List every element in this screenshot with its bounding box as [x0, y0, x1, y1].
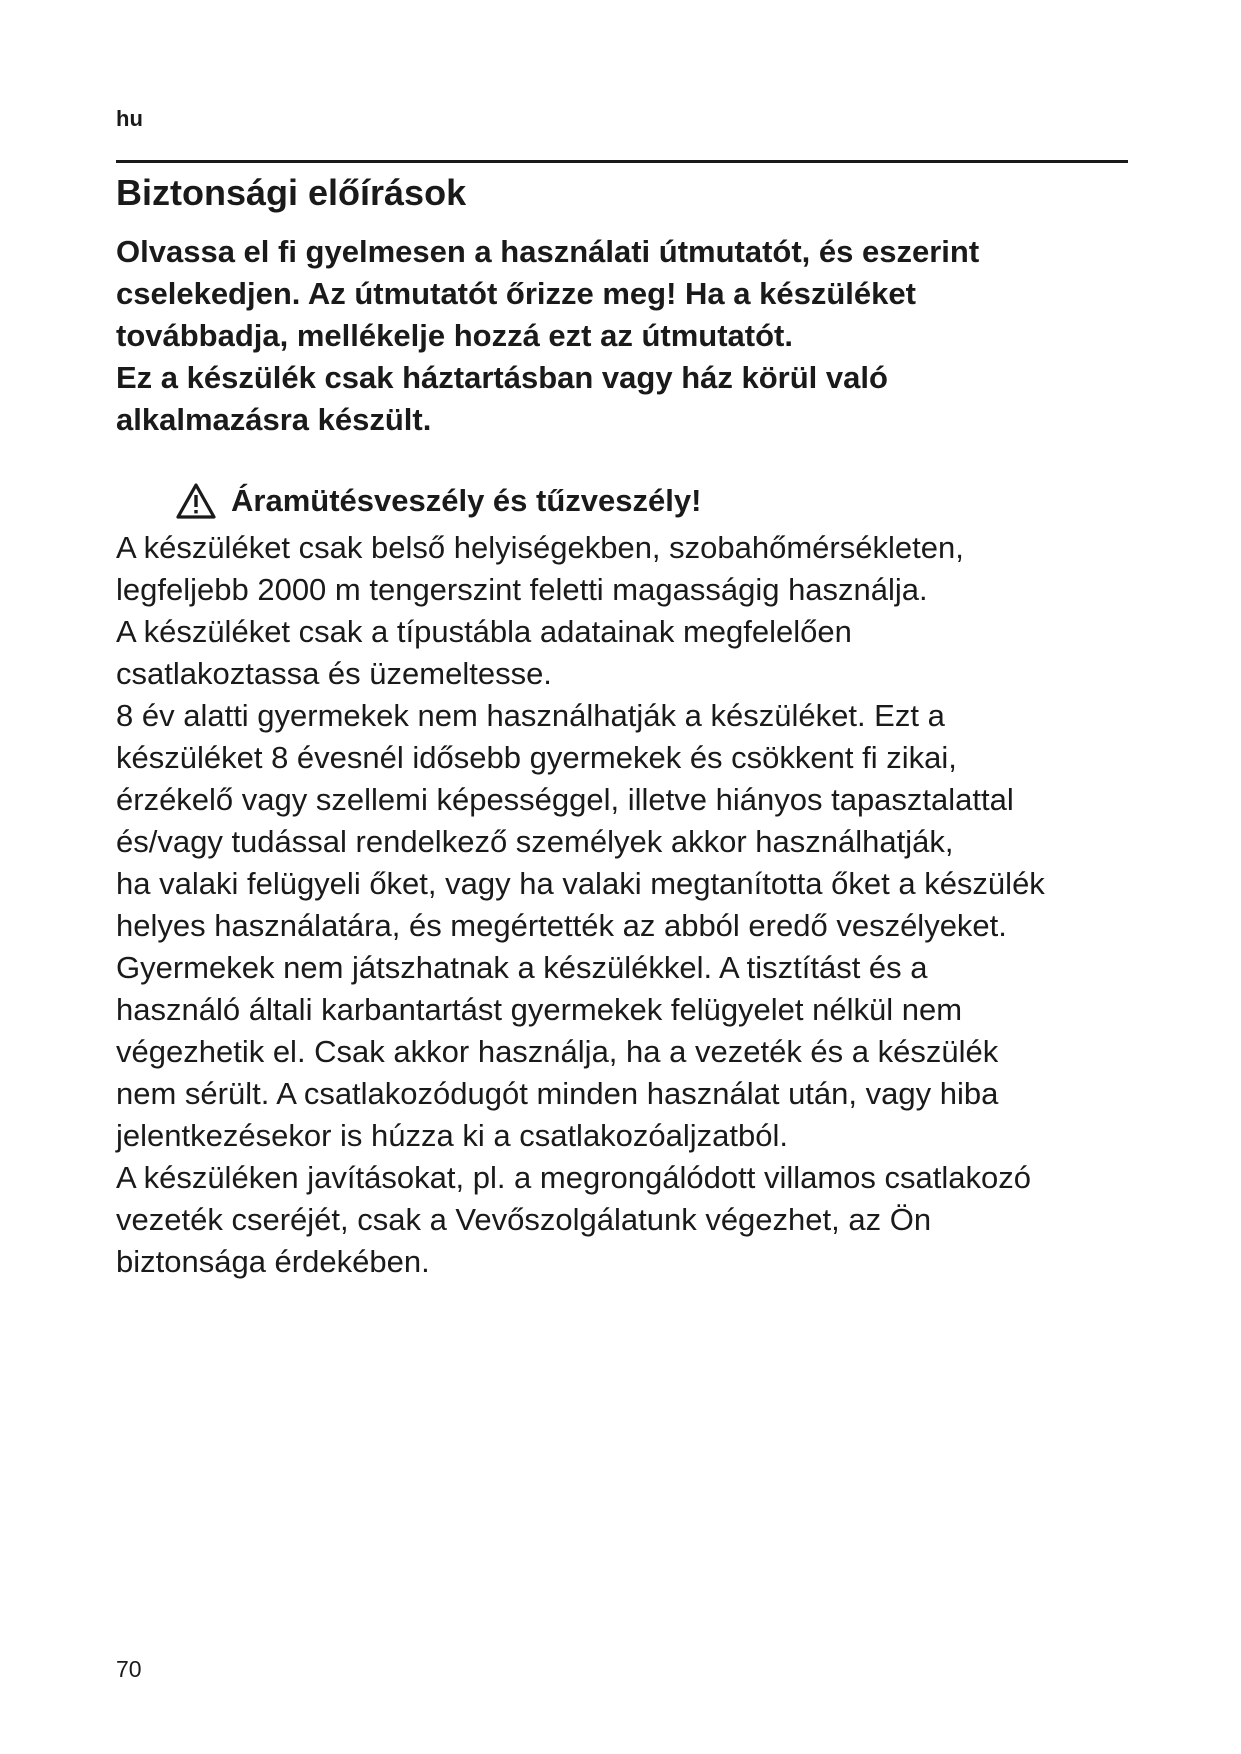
- intro-line: Olvassa el fi gyelmesen a használati útmutatót, és eszerint: [116, 234, 980, 269]
- body-line: nem sérült. A csatlakozódugót minden használat után, vagy hiba: [116, 1076, 999, 1111]
- body-line: 8 év alatti gyermekek nem használhatják a készüléket. Ezt a: [116, 698, 945, 733]
- body-line: legfeljebb 2000 m tengerszint feletti magasságig használja.: [116, 572, 928, 607]
- body-line: használó általi karbantartást gyermekek felügyelet nélkül nem: [116, 992, 963, 1027]
- body-line: vezeték cseréjét, csak a Vevőszolgálatunk végezhet, az Ön: [116, 1202, 932, 1237]
- warning-triangle-icon: [175, 482, 217, 520]
- body-line: jelentkezésekor is húzza ki a csatlakozóaljzatból.: [116, 1118, 789, 1153]
- body-line: készüléket 8 évesnél idősebb gyermekek és csökkent fi zikai,: [116, 740, 957, 775]
- body-line: érzékelő vagy szellemi képességgel, illetve hiányos tapasztalattal: [116, 782, 1014, 817]
- warning-heading-text: Áramütésveszély és tűzveszély!: [231, 483, 702, 518]
- body-line: és/vagy tudással rendelkező személyek akkor használhatják,: [116, 824, 954, 859]
- intro-paragraph: [116, 231, 1126, 441]
- intro-line: alkalmazásra készült.: [116, 402, 432, 437]
- body-line: csatlakoztassa és üzemeltesse.: [116, 656, 552, 691]
- intro-line: cselekedjen. Az útmutatót őrizze meg! Ha a készüléket: [116, 276, 916, 311]
- body-line: A készüléket csak a típustábla adatainak megfelelően: [116, 614, 852, 649]
- page-title: Biztonsági előírások: [116, 172, 467, 213]
- body-line: ha valaki felügyeli őket, vagy ha valaki megtanította őket a készülék: [116, 866, 1045, 901]
- language-code: hu: [116, 106, 143, 131]
- body-line: helyes használatára, és megértették az abból eredő veszélyeket.: [116, 908, 1007, 943]
- safety-body-text: [116, 527, 1136, 1283]
- page-number: 70: [116, 1656, 142, 1682]
- header-rule: [116, 160, 1128, 163]
- body-line: biztonsága érdekében.: [116, 1244, 430, 1279]
- body-line: végezhetik el. Csak akkor használja, ha a vezeték és a készülék: [116, 1034, 999, 1069]
- body-line: A készüléken javításokat, pl. a megrongálódott villamos csatlakozó: [116, 1160, 1031, 1195]
- body-line: A készüléket csak belső helyiségekben, szobahőmérsékleten,: [116, 530, 964, 565]
- intro-line: Ez a készülék csak háztartásban vagy ház körül való: [116, 360, 888, 395]
- body-line: Gyermekek nem játszhatnak a készülékkel. A tisztítást és a: [116, 950, 928, 985]
- intro-line: továbbadja, mellékelje hozzá ezt az útmutatót.: [116, 318, 793, 353]
- warning-heading: [175, 481, 701, 521]
